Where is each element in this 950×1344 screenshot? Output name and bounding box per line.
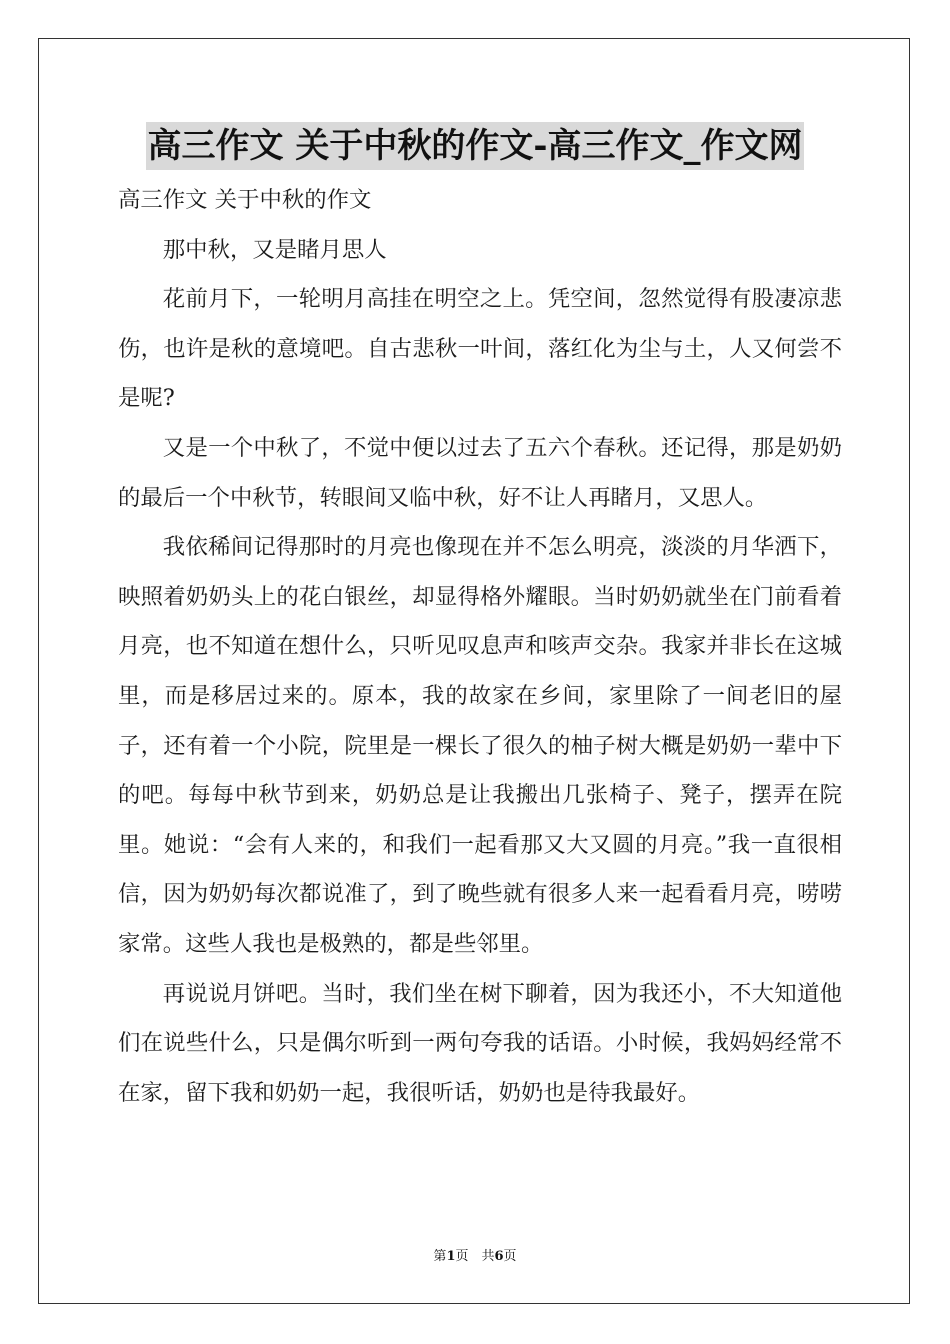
document-title: 高三作文 关于中秋的作文-高三作文_作文网 bbox=[146, 122, 805, 170]
paragraph: 我依稀间记得那时的月亮也像现在并不怎么明亮，淡淡的月华洒下，映照着奶奶头上的花白银丝，却显得格外耀眼。当时奶奶就坐在门前看着月亮，也不知道在想什么，只听见叹息声和咳声交杂。我家并非长在这城里，而是移居过来的。原本，我的故家在乡间，家里除了一间老旧的屋子，还有着一个小院，院里是一棵长了很久的柚子树大概是奶奶一辈中下的吧。每每中秋节到来，奶奶总是让我搬出几张椅子、凳子，摆弄在院里。她说：“会有人来的，和我们一起看那又大又圆的月亮。”我一直很相信，因为奶奶每次都说准了，到了晚些就有很多人来一起看看月亮，唠唠家常。这些人我也是极熟的，都是些邻里。 bbox=[118, 534, 842, 957]
page-footer bbox=[0, 1245, 950, 1264]
paragraph: 那中秋，又是睹月思人 bbox=[162, 236, 387, 263]
paragraph: 花前月下，一轮明月高挂在明空之上。凭空间，忽然觉得有股凄凉悲伤，也许是秋的意境吧。自古悲秋一叶间，落红化为尘与土，人又何尝不是呢? bbox=[118, 286, 842, 412]
document-body bbox=[118, 176, 842, 1118]
footer-prefix: 第 bbox=[433, 1249, 447, 1264]
footer-mid: 页 共 bbox=[455, 1249, 495, 1264]
footer-page-total: 6 bbox=[494, 1249, 504, 1264]
footer-page-current: 1 bbox=[446, 1249, 456, 1264]
document-subtitle: 高三作文 关于中秋的作文 bbox=[118, 187, 372, 213]
paragraph: 又是一个中秋了，不觉中便以过去了五六个春秋。还记得，那是奶奶的最后一个中秋节，转眼间又临中秋，好不让人再睹月，又思人。 bbox=[118, 434, 842, 511]
title-container bbox=[0, 122, 950, 170]
paragraph: 再说说月饼吧。当时，我们坐在树下聊着，因为我还小，不大知道他们在说些什么，只是偶尔听到一两句夸我的话语。小时候，我妈妈经常不在家，留下我和奶奶一起，我很听话，奶奶也是待我最好。 bbox=[118, 980, 842, 1106]
footer-suffix: 页 bbox=[503, 1249, 517, 1264]
